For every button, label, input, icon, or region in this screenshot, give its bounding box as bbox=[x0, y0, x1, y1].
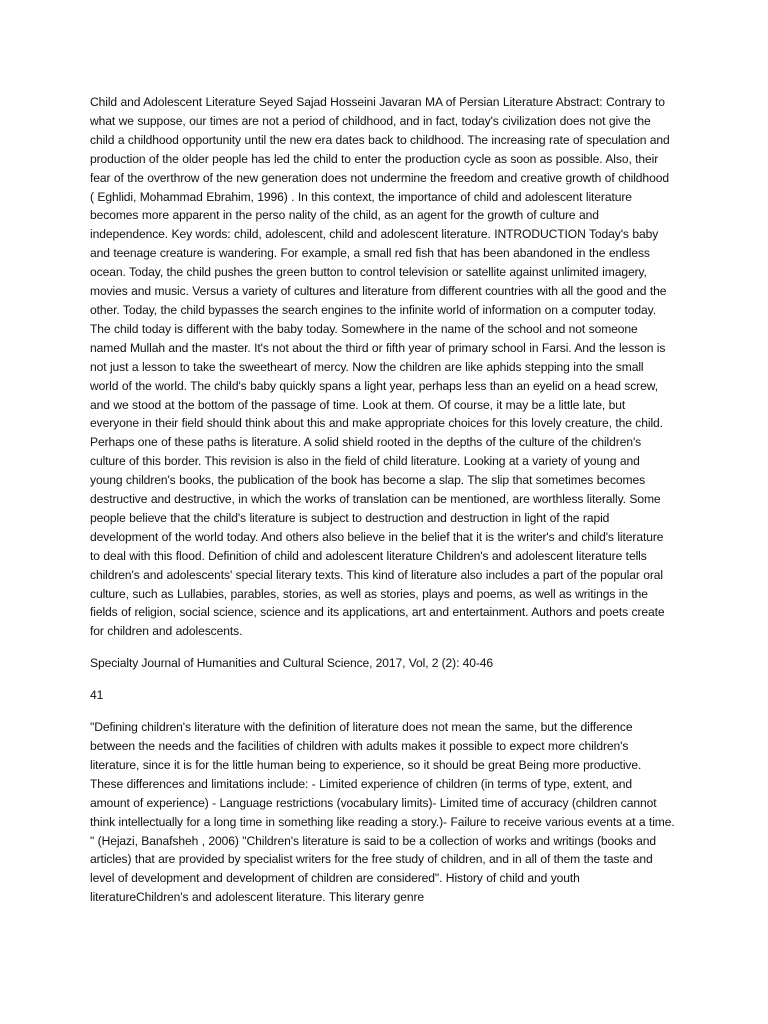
journal-citation: Specialty Journal of Humanities and Cultural Science, 2017, Vol, 2 (2): 40-46 bbox=[90, 656, 494, 671]
document-page bbox=[90, 93, 675, 907]
abstract-paragraph: Child and Adolescent Literature Seyed Sajad Hosseini Javaran MA of Persian Literature Abstract: Contrary to what we suppose, our times are not a period of childhood, and in fact, today's civilization does not give the child a childhood opportunity until the new era dates back to childhood. The increasing rate of speculation and production of the older people has led the child to enter the production cycle as soon as possible. Also, their fear of the overthrow of the new generation does not undermine the freedom and creative growth of childhood ( Eghlidi, Mohammad Ebrahim, 1996) . In this context, the importance of child and adolescent literature becomes more apparent in the perso nality of the child, as an agent for the growth of culture and independence. Key words: child, adolescent, child and adolescent literature. INTRODUCTION Today's baby and teenage creature is wandering. For example, a small red fish that has been abandoned in the endless ocean. Today, the child pushes the green button to control television or satellite against unlimited imagery, movies and music. Versus a variety of cultures and literature from different countries with all the good and the other. Today, the child bypasses the search engines to the infinite world of information on a computer today. The child today is different with the baby today. Somewhere in the name of the school and not someone named Mullah and the master. It's not about the third or fifth year of primary school in Farsi. And the lesson is not just a lesson to take the sweetheart of mercy. Now the children are like aphids stepping into the small world of the world. The child's baby quickly spans a light year, perhaps less than an eyelid on a head screw, and we stood at the bottom of the passage of time. Look at them. Of course, it may be a little late, but everyone in their field should think about this and make appropriate choices for this lovely creature, the child. Perhaps one of these paths is literature. A solid shield rooted in the depths of the culture of the children's culture of this border. This revision is also in the field of child literature. Looking at a variety of young and young children's books, the publication of the book has become a slap. The slip that sometimes becomes destructive and destructive, in which the works of translation can be mentioned, are worthless literally. Some people believe that the child's literature is subject to destruction and destruction in light of the rapid development of the world today. And others also believe in the belief that it is the writer's and child's literature to deal with this flood. Definition of child and adolescent literature Children's and adolescent literature tells children's and adolescents' special literary texts. This kind of literature also includes a part of the popular oral culture, such as Lullabies, parables, stories, as well as stories, plays and poems, as well as writings in the fields of religion, social science, science and its applications, art and entertainment. Authors and poets create for children and adolescents. bbox=[90, 95, 670, 639]
body-paragraph: "Defining children's literature with the definition of literature does not mean the same, but the difference between the needs and the facilities of children with adults makes it possible to expect more children's literature, since it is for the little human being to experience, so it should be great Being more productive. These differences and limitations include: - Limited experience of children (in terms of type, extent, and amount of experience) - Language restrictions (vocabulary limits)- Limited time of accuracy (children cannot think intellectually for a long time in something like reading a story.)- Failure to receive various events at a time. " (Hejazi, Banafsheh , 2006) "Children's literature is said to be a collection of works and writings (books and articles) that are provided by specialist writers for the free study of children, and in all of them the taste and level of development and development of children are considered". History of child and youth literatureChildren's and adolescent literature. This literary genre bbox=[90, 720, 675, 905]
page-number: 41 bbox=[90, 688, 104, 703]
